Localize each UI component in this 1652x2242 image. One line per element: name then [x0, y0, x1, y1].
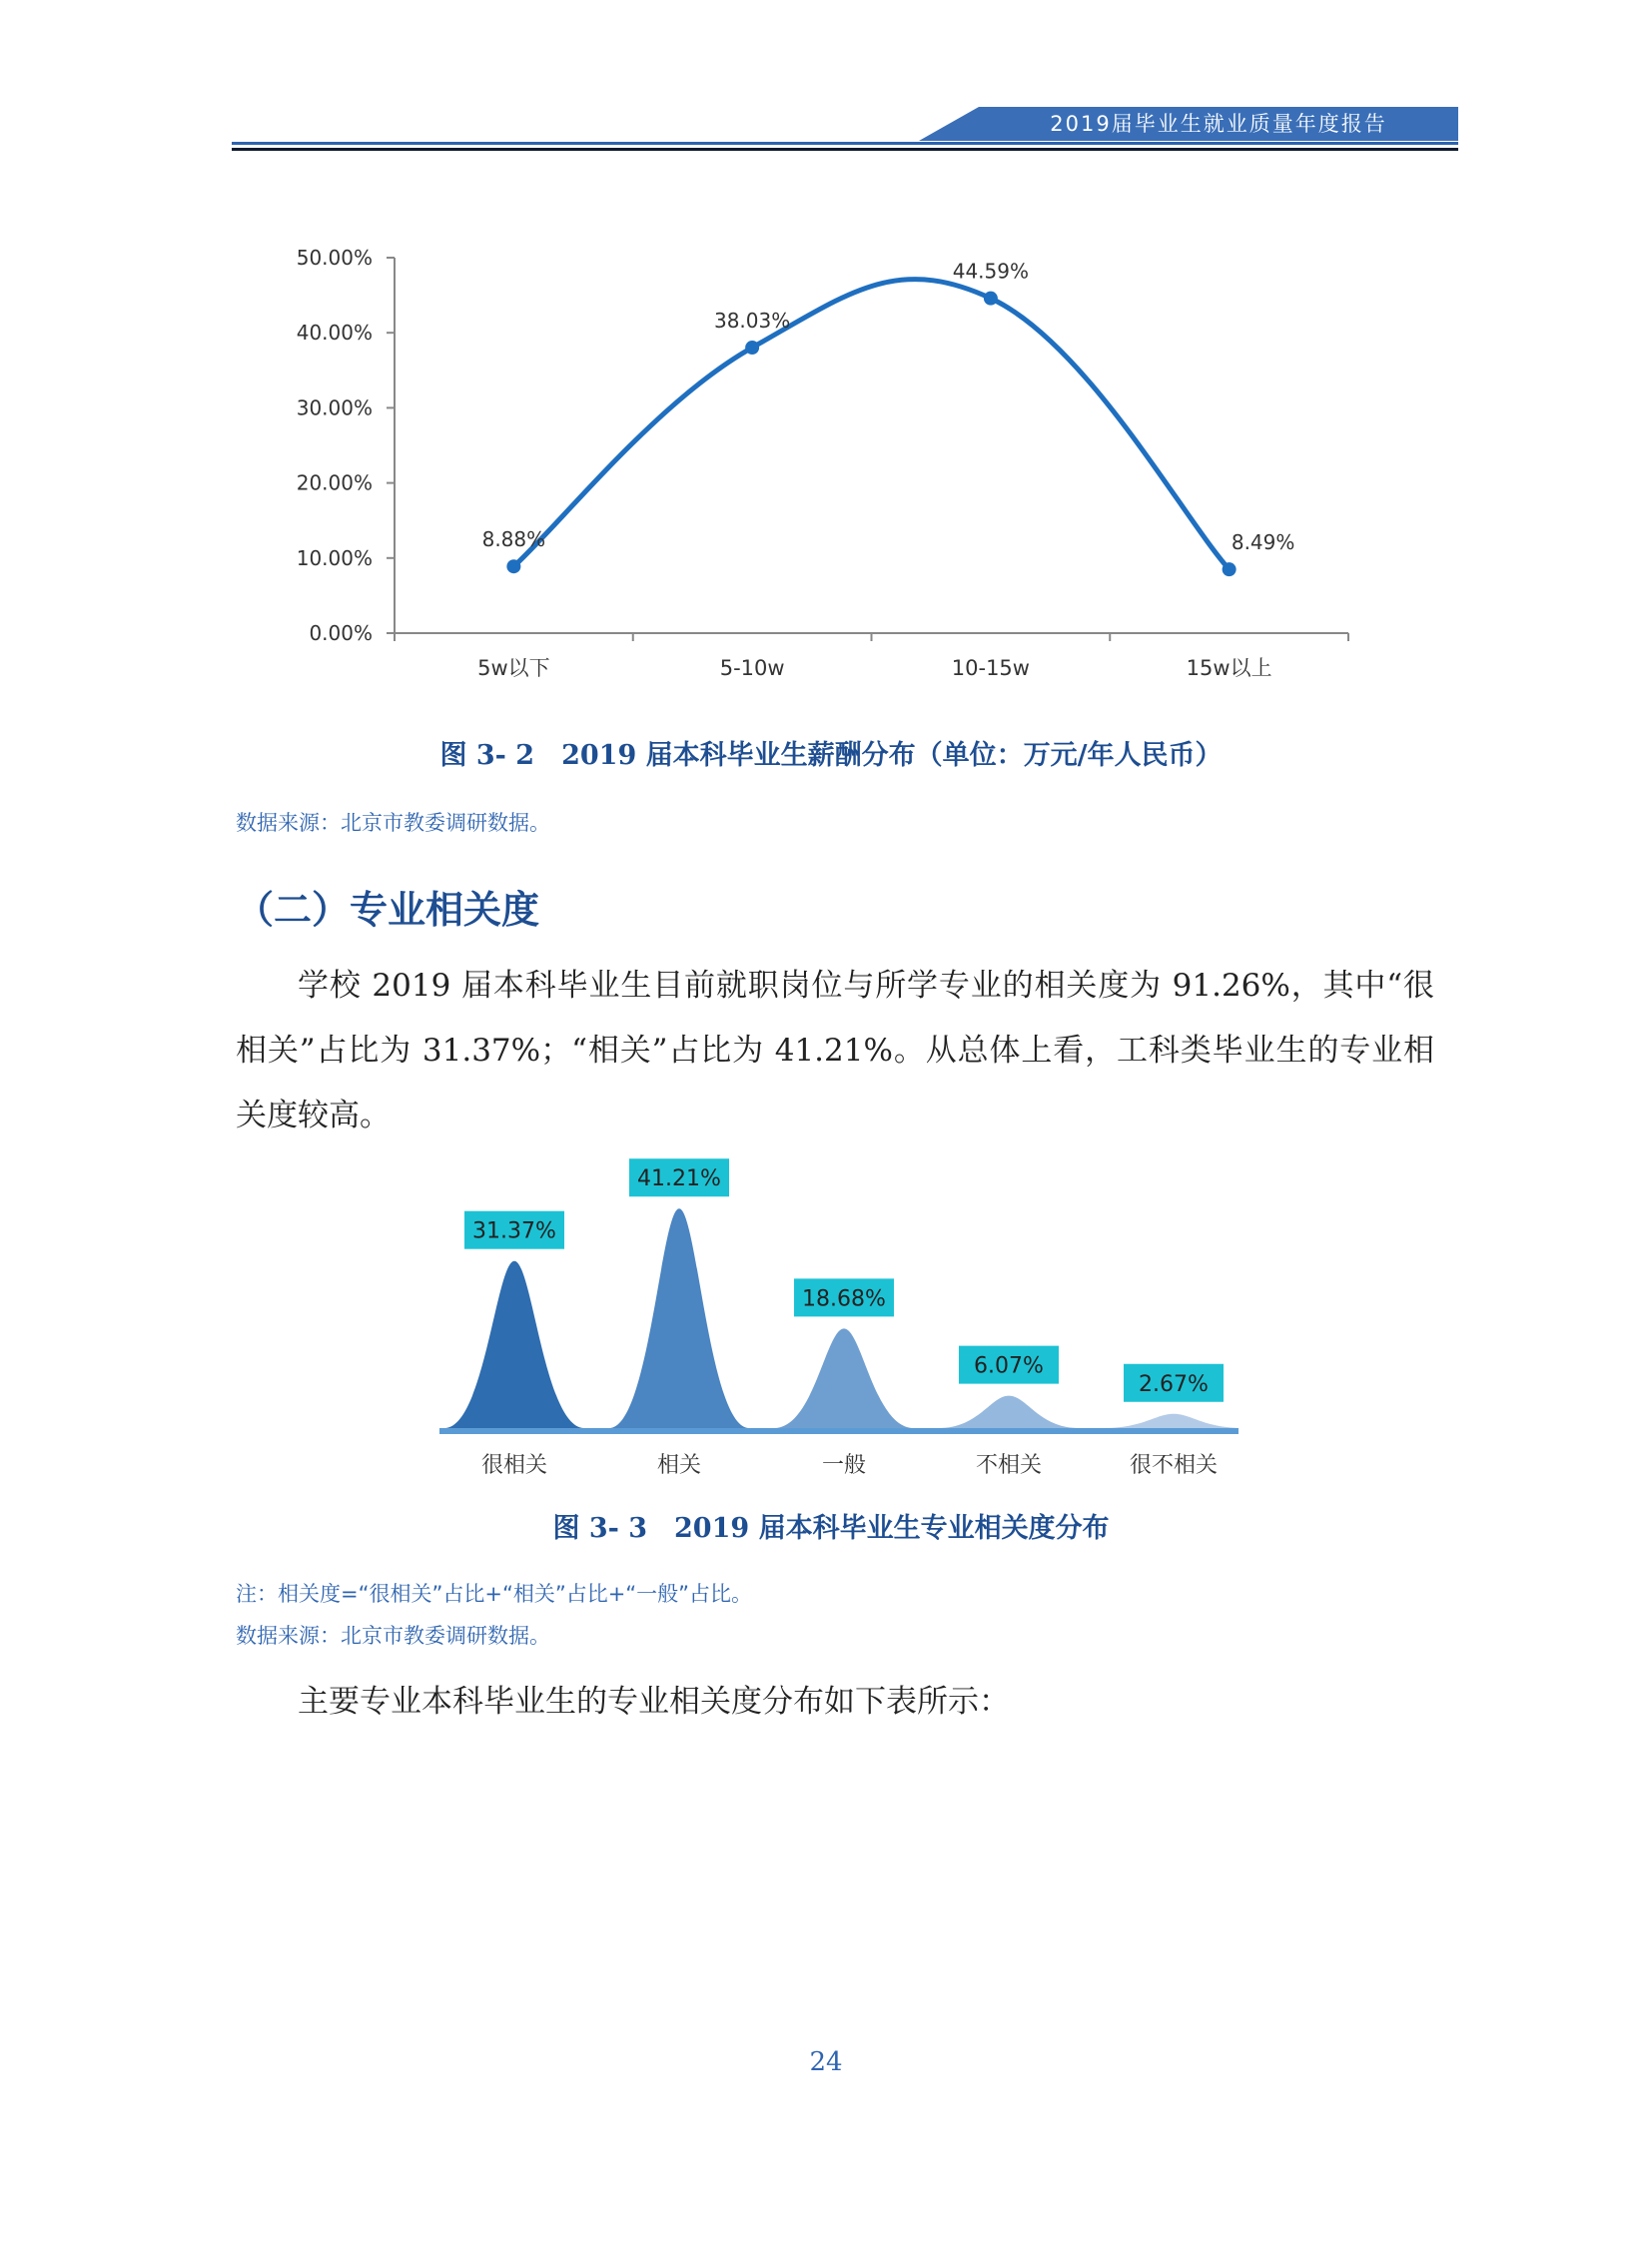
page-number: 24 — [809, 2047, 843, 2077]
data-point — [506, 559, 520, 573]
x-tick-label: 不相关 — [975, 1453, 1043, 1478]
x-tick-label: 相关 — [656, 1453, 702, 1478]
peak — [774, 1328, 914, 1428]
y-tick-label: 10.00% — [296, 545, 373, 570]
section-heading: （二）专业相关度 — [236, 888, 540, 932]
y-tick-label: 0.00% — [309, 621, 373, 645]
data-label: 44.59% — [952, 259, 1030, 284]
data-labels — [482, 260, 1295, 554]
figure-3-2-source: 数据来源：北京市教委调研数据。 — [236, 811, 550, 835]
y-tick-label: 20.00% — [296, 470, 373, 495]
paragraph-table-intro: 主要专业本科毕业生的专业相关度分布如下表所示： — [298, 1684, 1010, 1720]
y-tick-labels — [297, 246, 373, 645]
series-points — [506, 292, 1236, 576]
figure-3-2-caption: 图 3- 2 2019 届本科毕业生薪酬分布（单位：万元/年人民币） — [439, 740, 1223, 771]
x-tick-label: 10-15w — [951, 656, 1030, 680]
relevance-peak-chart — [429, 1148, 1248, 1493]
peak — [609, 1208, 749, 1428]
data-label: 8.49% — [1231, 530, 1295, 555]
paragraph-relevance: 学校 2019 届本科毕业生目前就职岗位与所学专业的相关度为 91.26%，其中“很相关”占比为 31.37%；“相关”占比为 41.21%。从总体上看，工科类毕业生的专业相关度较高。 — [236, 968, 1434, 1133]
data-point — [1223, 562, 1237, 576]
peak — [939, 1396, 1079, 1428]
chart-axes — [387, 258, 1348, 641]
figure-3-3-source: 数据来源：北京市教委调研数据。 — [236, 1624, 550, 1648]
peak — [444, 1261, 584, 1428]
baseline — [439, 1428, 1239, 1434]
header-rule-top — [232, 142, 1458, 145]
figure-3-3-note: 注：相关度=“很相关”占比+“相关”占比+“一般”占比。 — [236, 1582, 753, 1606]
peak — [1104, 1414, 1243, 1428]
x-tick-label: 5w以下 — [477, 656, 550, 680]
x-tick-label: 很相关 — [480, 1453, 548, 1478]
x-tick-label: 一般 — [821, 1453, 867, 1478]
data-label: 2.67% — [1139, 1371, 1209, 1397]
header-rule-bottom — [232, 148, 1458, 151]
x-tick-label: 5-10w — [719, 656, 785, 680]
y-tick-label: 50.00% — [296, 246, 373, 270]
data-label: 31.37% — [472, 1218, 556, 1244]
x-tick-labels — [477, 656, 1271, 680]
salary-line-chart — [270, 230, 1388, 699]
y-tick-label: 40.00% — [296, 321, 373, 346]
figure-3-3-caption: 图 3- 3 2019 届本科毕业生专业相关度分布 — [552, 1513, 1110, 1544]
data-label: 18.68% — [802, 1286, 886, 1312]
x-tick-label: 很不相关 — [1129, 1453, 1219, 1478]
header-title: 2019届毕业生就业质量年度报告 — [1050, 112, 1387, 136]
data-label: 38.03% — [713, 309, 791, 334]
y-tick-label: 30.00% — [296, 395, 373, 420]
data-point — [745, 341, 759, 355]
data-point — [984, 292, 998, 306]
x-tick-labels — [481, 1453, 1218, 1478]
data-label: 8.88% — [481, 527, 546, 552]
data-label: 41.21% — [637, 1166, 721, 1192]
data-label: 6.07% — [974, 1353, 1044, 1379]
x-tick-label: 15w以上 — [1186, 656, 1272, 680]
series-line — [513, 280, 1229, 570]
